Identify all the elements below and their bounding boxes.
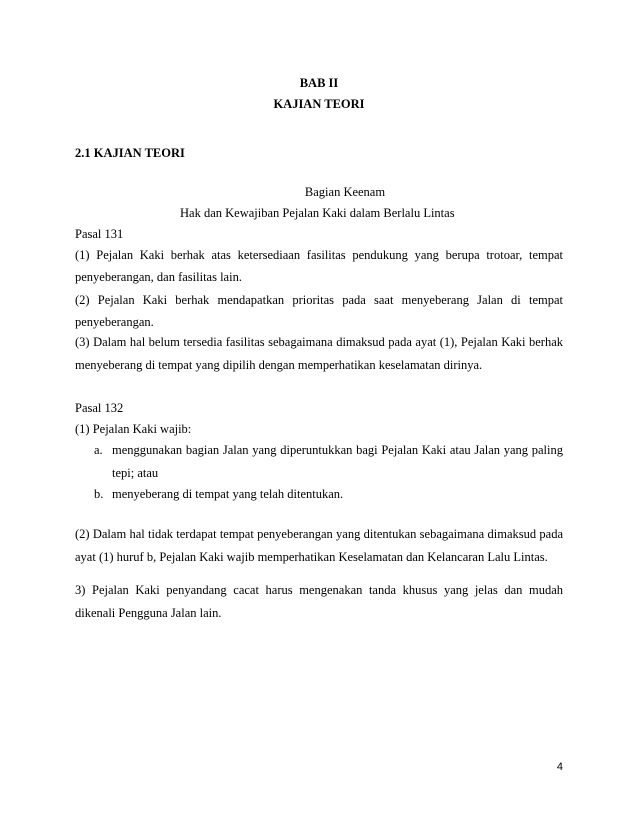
pasal-131-ayat-2-line-1: (2) Pejalan Kaki berhak mendapatkan prioritas pada saat menyeberang Jalan di tempat [75, 293, 563, 307]
pasal-131-ayat-3-line-2: menyeberang di tempat yang dipilih dengan memperhatikan keselamatan dirinya. [75, 358, 483, 372]
pasal-132-title: Pasal 132 [75, 401, 124, 415]
pasal-132-ayat-2-line-1: (2) Dalam hal tidak terdapat tempat penyeberangan yang ditentukan sebagaimana dimaksud pada [75, 527, 563, 541]
chapter-title: KAJIAN TEORI [273, 97, 365, 111]
list-item-a-line-2: tepi; atau [112, 466, 159, 480]
pasal-132-ayat-3-line-2: dikenali Pengguna Jalan lain. [75, 606, 222, 620]
pasal-132-intro: (1) Pejalan Kaki wajib: [75, 422, 192, 436]
pasal-131-ayat-2-line-2: penyeberangan. [75, 315, 154, 329]
section-heading: 2.1 KAJIAN TEORI [75, 146, 185, 160]
pasal-132-ayat-2-line-2: ayat (1) huruf b, Pejalan Kaki wajib memperhatikan Keselamatan dan Kelancaran Lalu Lintas. [75, 550, 548, 564]
part-title: Hak dan Kewajiban Pejalan Kaki dalam Berlalu Lintas [180, 206, 455, 220]
page-number: 4 [556, 761, 563, 773]
part-label: Bagian Keenam [304, 185, 386, 199]
list-item-a-line-1: menggunakan bagian Jalan yang diperuntukkan bagi Pejalan Kaki atau Jalan yang paling [112, 443, 563, 457]
list-item-b-line-1: menyeberang di tempat yang telah ditentukan. [112, 487, 344, 501]
pasal-131-ayat-3-line-1: (3) Dalam hal belum tersedia fasilitas sebagaimana dimaksud pada ayat (1), Pejalan Kaki berhak [75, 335, 563, 349]
pasal-132-ayat-3-line-1: 3) Pejalan Kaki penyandang cacat harus mengenakan tanda khusus yang jelas dan mudah [75, 583, 563, 597]
list-item-b-marker: b. [94, 487, 104, 501]
chapter-label: BAB II [299, 76, 339, 90]
list-item-a-marker: a. [94, 443, 103, 457]
pasal-131-title: Pasal 131 [75, 227, 124, 241]
pasal-131-ayat-1-line-1: (1) Pejalan Kaki berhak atas ketersediaan fasilitas pendukung yang berupa trotoar, tempat [75, 248, 563, 262]
pasal-131-ayat-1-line-2: penyeberangan, dan fasilitas lain. [75, 270, 242, 284]
